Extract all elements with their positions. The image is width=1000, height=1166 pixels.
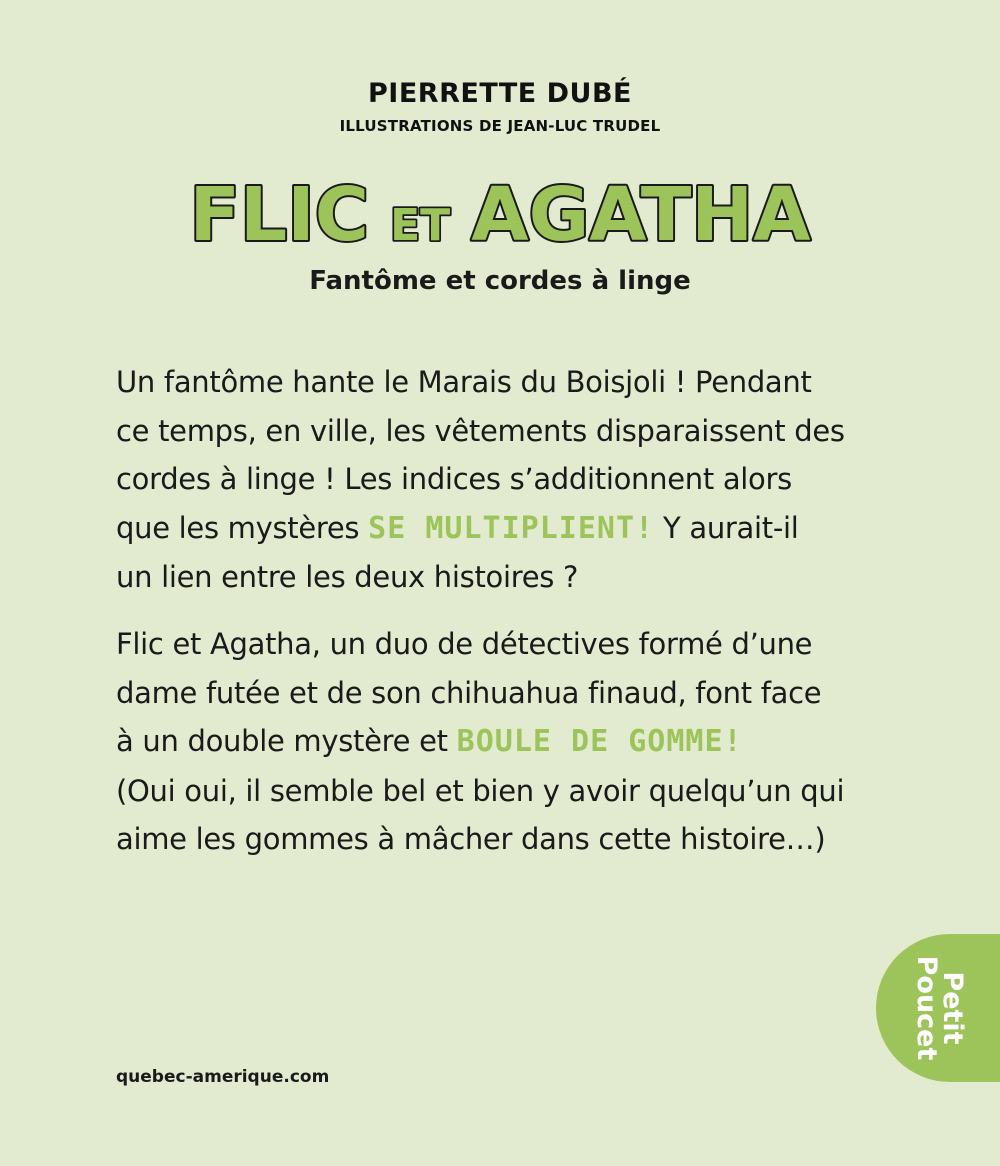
title-connector-et: ET <box>390 200 451 251</box>
publisher-website: quebec-amerique.com <box>116 1067 330 1087</box>
title-part-agatha: AGATHA <box>471 172 811 258</box>
paragraph-line: dame futée et de son chihuahua finaud, font face <box>116 675 822 710</box>
title-part-flic: FLIC <box>189 172 370 258</box>
line-text: que les mystères <box>116 510 369 545</box>
line-text: à un double mystère et <box>116 724 457 758</box>
logo-text-petit: Petit <box>937 971 968 1045</box>
summary-paragraph-1 <box>116 358 916 602</box>
book-title <box>150 160 850 260</box>
paragraph-line: aime les gommes à mâcher dans cette histoire…) <box>116 822 826 856</box>
book-subtitle: Fantôme et cordes à linge <box>309 266 691 296</box>
paragraph-line: Un fantôme hante le Marais du Boisjoli ! Pendant <box>116 365 812 399</box>
summary-paragraph-2 <box>116 620 916 864</box>
author-name: PIERRETTE DUBÉ <box>368 78 632 109</box>
paragraph-line <box>116 504 916 554</box>
paragraph-line: un lien entre les deux histoires ? <box>116 560 579 594</box>
paragraph-line: (Oui oui, il semble bel et bien y avoir quelqu’un qui <box>116 773 845 808</box>
paragraph-line: ce temps, en ville, les vêtements disparaissent des <box>116 413 845 448</box>
paragraph-line: Flic et Agatha, un duo de détectives formé d’une <box>116 627 813 661</box>
highlight-multiplient: SE MULTIPLIENT! <box>368 510 655 546</box>
svg-text:FLIC ET AGATHA <box>189 172 810 258</box>
line-text: Y aurait-il <box>654 510 799 545</box>
petit-poucet-logo <box>876 934 1000 1082</box>
logo-text-poucet: Poucet <box>911 955 942 1061</box>
paragraph-line: cordes à linge ! Les indices s’additionnent alors <box>116 462 792 496</box>
illustrator-credit: ILLUSTRATIONS DE JEAN-LUC TRUDEL <box>339 117 661 135</box>
paragraph-line <box>116 717 916 767</box>
highlight-boule-de-gomme: BOULE DE GOMME! <box>456 724 743 759</box>
